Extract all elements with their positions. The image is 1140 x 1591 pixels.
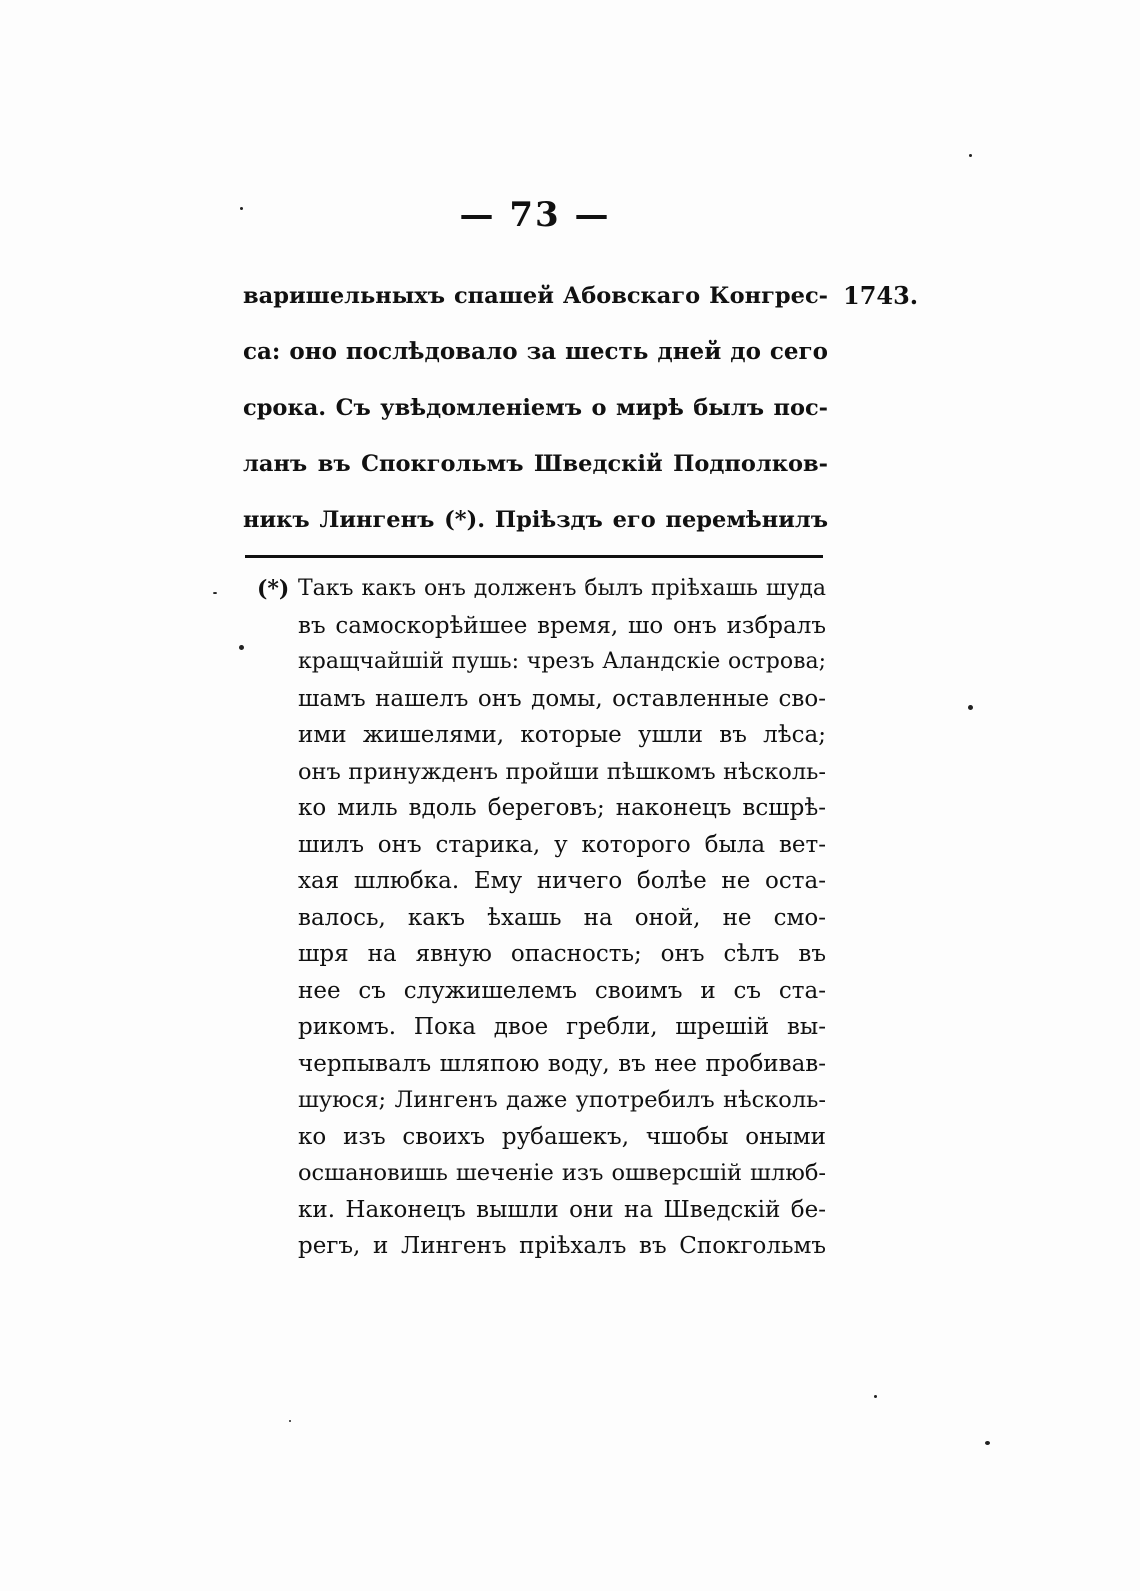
footnote-marker: (*) <box>257 576 290 602</box>
scan-speck <box>985 1441 990 1445</box>
footnote-line: шуюся; Лингенъ даже употребилъ нѣсколь- <box>298 1087 826 1113</box>
scan-speck <box>969 154 972 157</box>
footnote-line: шилъ онъ старика, у которого была вет- <box>298 831 826 858</box>
main-text-line: срока. Съ увѣдомленіемъ о мирѣ былъ пос- <box>243 395 828 421</box>
footnote-line: нее съ служишелемъ своимъ и съ ста- <box>298 977 826 1004</box>
footnote-line: Такъ какъ онъ долженъ былъ пріѣхашь шуда <box>298 576 826 601</box>
footnote-line: ко изъ своихъ рубашекъ, чшобы оными <box>298 1123 826 1150</box>
footnote-line: рикомъ. Пока двое гребли, шрешій вы- <box>298 1014 826 1040</box>
footnote-line: шамъ нашелъ онъ домы, оставленные сво- <box>298 685 826 712</box>
main-text-line: ланъ въ Спокгольмъ Шведскій Подполков- <box>243 451 828 477</box>
scan-speck <box>289 1420 291 1422</box>
scan-speck <box>968 705 973 710</box>
footnote-line: ко миль вдоль береговъ; наконецъ всшрѣ- <box>298 795 826 821</box>
footnote-line: ими жишелями, которые ушли въ лѣса; <box>298 722 826 748</box>
scan-speck <box>239 645 244 650</box>
footnote-line: онъ принужденъ пройши пѣшкомъ нѣсколь- <box>298 758 826 785</box>
footnote-line: осшановишь шеченіе изъ ошверсшій шлюб- <box>298 1160 826 1186</box>
footnote-line: хая шлюбка. Ему ничего болѣе не оста- <box>298 868 826 894</box>
footnote-line: регъ, и Лингенъ пріѣхалъ въ Спокгольмъ <box>298 1233 826 1259</box>
footnote-text-block <box>298 571 826 1265</box>
footnote-line: кращчайшій пушь: чрезъ Аландскіе острова; <box>298 649 826 674</box>
footnote-divider <box>245 555 823 558</box>
main-text-line: никъ Лингенъ (*). Пріѣздъ его перемѣнилъ <box>243 507 828 533</box>
main-text-line: са: оно послѣдовало за шесть дней до сего <box>243 338 828 365</box>
footnote-line: шря на явную опасность; онъ сѣлъ въ <box>298 941 826 967</box>
footnote-line: валось, какъ ѣхашь на оной, не смо- <box>298 904 826 931</box>
main-text-block <box>243 268 828 548</box>
margin-year-note: 1743. <box>843 281 919 310</box>
footnote-line: черпывалъ шляпою воду, въ нее пробивав- <box>298 1050 826 1077</box>
scan-speck <box>213 592 217 594</box>
footnote-line: ки. Наконецъ вышли они на Шведскій бе- <box>298 1196 826 1223</box>
scan-speck <box>240 207 243 210</box>
main-text-line: варишельныхъ спашей Абовскаго Конгрес- <box>243 283 828 309</box>
scan-speck <box>874 1395 877 1398</box>
page-number: — 73 — <box>459 195 611 235</box>
footnote-line: въ самоскорѣйшее время, шо онъ избралъ <box>298 612 826 639</box>
